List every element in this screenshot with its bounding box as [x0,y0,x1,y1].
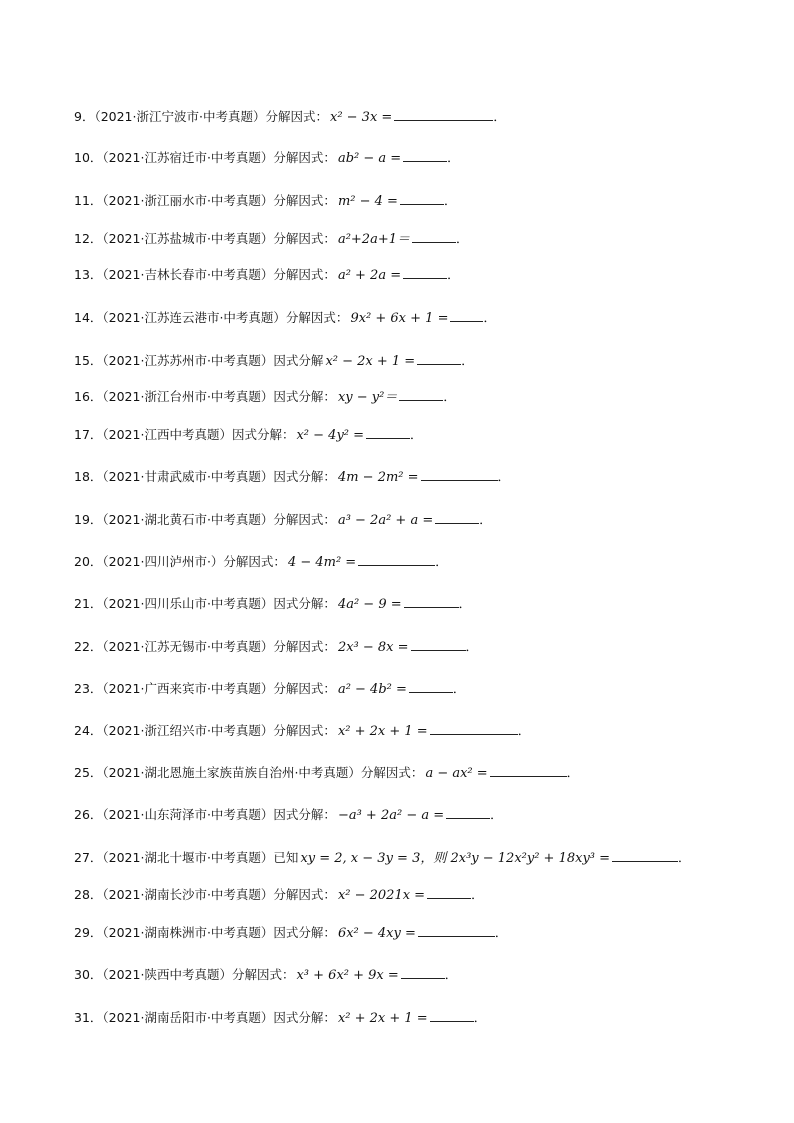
question-item [74,230,469,249]
question-source: （2021·湖北十堰市·中考真题） [102,850,274,865]
question-end-mark: ． [566,765,580,780]
question-end-mark: ． [447,267,460,282]
question-item [74,511,492,530]
question-item [74,638,478,657]
question-end-mark: ． [452,681,466,696]
question-number: 19． [74,512,103,527]
answer-blank [409,680,453,693]
question-instruction: 分解因式： [273,723,336,738]
question-number: 28． [74,887,103,902]
question-end-mark: ． [410,427,423,442]
answer-blank [412,230,456,243]
question-number: 21． [74,596,103,611]
question-end-mark: ． [483,310,496,325]
answer-blank [417,352,461,365]
question-instruction: 分解因式： [273,681,336,696]
question-item [74,553,448,572]
answer-blank [404,595,459,608]
question-end-mark: ． [443,389,456,404]
answer-blank [403,149,447,162]
question-item [74,806,503,825]
question-item [74,764,579,783]
answer-blank [418,924,495,937]
question-instruction: 分解因式： [223,554,286,569]
question-end-mark: ． [455,231,469,246]
question-instruction: 因式分解： [273,925,336,940]
question-instruction: 分解因式： [273,639,336,654]
answer-blank [435,511,479,524]
question-source: （2021·湖北黄石市·中考真题） [102,512,274,527]
question-number: 20． [74,554,103,569]
question-source: （2021·江苏宿迁市·中考真题） [102,150,274,165]
question-source: （2021·广西来宾市·中考真题） [102,681,274,696]
answer-blank [399,388,443,401]
question-source: （2021·甘肃武威市·中考真题） [102,469,274,484]
question-instruction: 因式分解： [273,596,336,611]
question-instruction: 分解因式： [273,887,336,902]
answer-blank [450,309,483,322]
question-number: 31． [74,1010,103,1025]
question-item [74,192,456,211]
answer-blank [411,638,466,651]
question-end-mark: ． [443,193,457,208]
answer-blank [366,426,410,439]
question-number: 15． [74,353,103,368]
question-instruction: 因式分解： [273,807,336,822]
question-source: （2021·湖南长沙市·中考真题） [102,887,274,902]
question-number: 24． [74,723,103,738]
question-item [74,108,506,127]
question-item [74,426,423,445]
question-item [74,966,457,985]
question-number: 22． [74,639,103,654]
question-end-mark: ． [497,469,511,484]
math-expression: x² − 2x + 1 = [325,354,416,369]
question-instruction: 分解因式： [273,150,336,165]
question-item [74,924,507,943]
question-source: （2021·江苏盐城市·中考真题） [102,231,274,246]
question-source: （2021·江苏苏州市·中考真题） [102,353,274,368]
question-number: 12． [74,231,103,246]
question-end-mark: ． [678,850,691,865]
question-number: 18． [74,469,103,484]
question-source: （2021·湖南岳阳市·中考真题） [102,1010,274,1025]
question-instruction: 因式分解： [273,469,336,484]
answer-blank [358,553,435,566]
question-instruction: 分解因式： [265,109,328,124]
question-end-mark: ． [435,554,448,569]
question-end-mark: ． [493,109,506,124]
math-expression: −a³ + 2a² − a = [337,808,445,823]
question-instruction: 因式分解 [273,353,324,368]
question-source: （2021·浙江绍兴市·中考真题） [102,723,274,738]
math-expression: 2x³ − 8x = [337,640,409,655]
question-number: 16． [74,389,103,404]
math-expression: x² − 3x = [329,110,393,125]
question-number: 26． [74,807,103,822]
answer-blank [612,849,678,862]
question-source: （2021·江苏连云港市·中考真题） [102,310,286,325]
math-expression: a² + 2a = [337,268,402,283]
answer-blank [403,266,447,279]
answer-blank [430,722,518,735]
question-item [74,468,510,487]
question-number: 11． [74,193,103,208]
question-number: 25． [74,765,103,780]
math-expression: 6x² − 4xy = [337,926,416,941]
question-item [74,1009,486,1028]
question-instruction: 分解因式： [231,967,295,982]
question-instruction: 分解因式： [273,231,336,246]
question-end-mark: ． [479,512,492,527]
answer-blank [401,966,445,979]
question-item [74,680,465,699]
question-source: （2021·山东菏泽市·中考真题） [102,807,274,822]
question-source: （2021·浙江丽水市·中考真题） [102,193,274,208]
question-instruction: 因式分解： [273,389,336,404]
question-number: 10． [74,150,103,165]
math-expression: ab² − a = [337,151,402,166]
math-expression: xy = 2, x − 3y = 3，则 2x³y − 12x²y² + 18xy³ = [300,851,611,866]
math-expression: 9x² + 6x + 1 = [350,311,449,326]
answer-blank [446,806,490,819]
question-item [74,266,460,285]
question-source: （2021·江西中考真题） [102,427,232,442]
question-end-mark: ． [517,723,531,738]
math-expression: x² + 2x + 1 = [337,1011,428,1026]
question-source: （2021·湖北恩施土家族苗族自治州·中考真题） [102,765,361,780]
math-expression: 4m − 2m² = [337,470,419,485]
question-instruction: 因式分解： [231,427,295,442]
question-instruction: 分解因式： [273,512,336,527]
question-end-mark: ． [444,967,458,982]
question-source: （2021·浙江台州市·中考真题） [102,389,274,404]
question-item [74,886,484,905]
answer-blank [421,468,498,481]
question-number: 29． [74,925,103,940]
question-item [74,595,471,614]
question-item [74,722,530,741]
question-instruction: 分解因式： [360,765,424,780]
question-end-mark: ． [490,807,503,822]
answer-blank [427,886,471,899]
question-number: 27． [74,850,103,865]
question-source: （2021·浙江宁波市·中考真题） [94,109,266,124]
question-number: 9． [74,109,95,124]
math-expression: x² − 2021x = [337,888,426,903]
question-source: （2021·四川乐山市·中考真题） [102,596,274,611]
question-end-mark: ． [461,353,474,368]
question-number: 23． [74,681,103,696]
math-expression: a − ax² = [425,766,488,781]
question-item [74,309,496,328]
question-instruction: 因式分解： [273,1010,336,1025]
math-expression: a²+2a+1＝ [337,232,410,247]
question-source: （2021·四川泸州市·） [102,554,224,569]
math-expression: x³ + 6x² + 9x = [296,968,399,983]
question-source: （2021·江苏无锡市·中考真题） [102,639,274,654]
math-expression: m² − 4 = [337,194,398,209]
answer-blank [400,192,444,205]
math-expression: a³ − 2a² + a = [337,513,434,528]
question-end-mark: ． [473,1010,487,1025]
question-number: 13． [74,267,103,282]
question-number: 14． [74,310,103,325]
question-end-mark: ． [447,150,460,165]
question-instruction: 分解因式： [285,310,349,325]
math-expression: x² − 4y² = [296,428,365,443]
answer-blank [394,108,493,121]
answer-blank [490,764,567,777]
question-number: 17． [74,427,103,442]
math-expression: 4a² − 9 = [337,597,402,612]
question-end-mark: ． [458,596,472,611]
question-item [74,352,474,371]
question-source: （2021·陕西中考真题） [102,967,232,982]
math-expression: xy − y²＝ [337,390,398,405]
question-number: 30． [74,967,103,982]
question-instruction: 已知 [273,850,299,865]
math-expression: 4 − 4m² = [287,555,357,570]
question-source: （2021·湖南株洲市·中考真题） [102,925,274,940]
answer-blank [430,1009,474,1022]
question-instruction: 分解因式： [273,193,336,208]
question-instruction: 分解因式： [273,267,336,282]
question-end-mark: ． [494,925,508,940]
question-item [74,149,460,168]
question-source: （2021·吉林长春市·中考真题） [102,267,274,282]
math-expression: a² − 4b² = [337,682,407,697]
question-item [74,388,456,407]
question-end-mark: ． [465,639,479,654]
question-end-mark: ． [471,887,484,902]
math-expression: x² + 2x + 1 = [337,724,428,739]
question-item [74,849,691,868]
